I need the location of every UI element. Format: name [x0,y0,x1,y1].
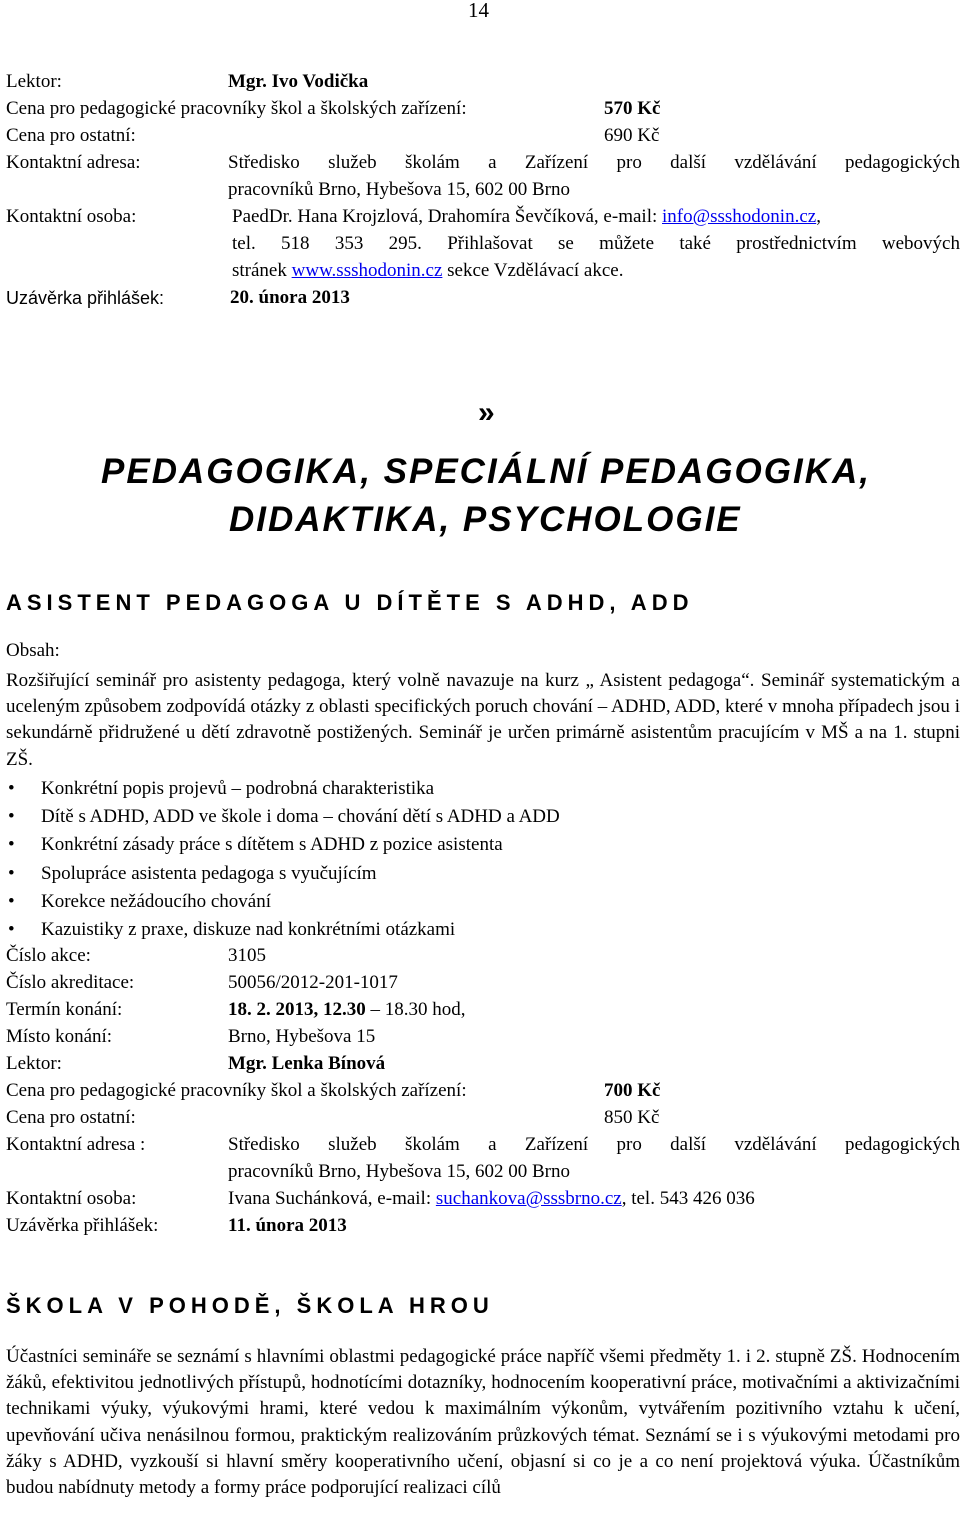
contact-person-line3 [232,258,623,284]
contact-phone: , tel. 543 426 036 [621,1188,755,1209]
contact-address-line1: Středisko služeb školám a Zařízení pro další vzdělávání pedagogických [228,1134,960,1155]
list-item: • Korekce nežádoucího chování [0,888,560,916]
contact-address-line2: pracovníků Brno, Hybešova 15, 602 00 Brno [228,1161,570,1182]
list-item: • Dítě s ADHD, ADD ve škole i doma – chování dětí s ADHD a ADD [0,803,560,831]
contact-person-label: Kontaktní osoba: [6,1188,137,1209]
email-link[interactable]: suchankova@sssbrno.cz [435,1188,622,1209]
web-link[interactable]: www.ssshodonin.cz [291,260,443,281]
contact-person-line2: tel. 518 353 295. Přihlašovat se můžete také prostřednictvím webových [232,233,960,254]
course-title: ŠKOLA V POHODĚ, ŠKOLA HROU [6,1293,494,1318]
price-teachers-label: Cena pro pedagogické pracovníky škol a školských zařízení: [6,1080,467,1101]
lektor-label: Lektor: [6,71,62,92]
contact-person-name: Ivana Suchánková, e-mail: [228,1188,436,1209]
date-value [228,997,466,1023]
section-arrow-icon: » [478,396,495,429]
price-teachers-value: 570 Kč [604,98,661,119]
date-rest: – 18.30 hod, [365,999,466,1020]
content-label: Obsah: [6,640,60,661]
event-number-value: 3105 [228,945,266,966]
contact-address-label: Kontaktní adresa : [6,1134,146,1155]
lecturer-value: Mgr. Lenka Bínová [228,1053,386,1074]
price-others-value: 850 Kč [604,1107,660,1128]
price-teachers-label: Cena pro pedagogické pracovníky škol a školských zařízení: [6,98,467,119]
course-description: Účastníci semináře se seznámí s hlavními oblastmi pedagogické práce napříč všemi předměty 1. i 2. stupně ZŠ. Hodnocením žáků, efektivitou jednotlivých přístupů, hodnotícími dotazníky, hodnocením kooperativní práce, motivačními a aktivizačními technikami výuky, výukovými hrami, které vedou k maximálním výkonům, vytvářením pozitivního vztahu k učení, upevňování učiva nenásilnou formou, praktickým realizováním průzkových témat. Seznámí se i s výukovými metodami pro žáky s ADHD, vyzkouší si hlavní směry kooperativního učení, objasní si co je a co není projektová výuka. Účastníkům budou nabídnuty metody a formy práce podporující realizaci cílů [6,1346,960,1499]
contact-address-line1: Středisko služeb školám a Zařízení pro další vzdělávání pedagogických [228,152,960,173]
deadline-value: 20. února 2013 [230,287,350,308]
section-title-line2: DIDAKTIKA, PSYCHOLOGIE [229,500,742,539]
event-number-label: Číslo akce: [6,945,91,966]
price-others-value: 690 Kč [604,125,660,146]
course-title: ASISTENT PEDAGOGA U DÍTĚTE S ADHD, ADD [6,590,694,615]
list-item: • Kazuistiky z praxe, diskuze nad konkrétními otázkami [0,916,560,944]
price-teachers-value: 700 Kč [604,1080,661,1101]
lecturer-label: Lektor: [6,1053,62,1074]
deadline-label: Uzávěrka přihlášek: [6,288,165,308]
deadline-label: Uzávěrka přihlášek: [6,1215,159,1236]
course-description: Rozšiřující seminář pro asistenty pedagoga, který volně navazuje na kurz „ Asistent pedagoga“. Seminář systematickým a uceleným způsobem zodpovídá otázky z oblasti specifických poruch chování – ADHD, ADD, které v mnoha případech jsou i sekundárně přidružené u dětí zdravotně postižených. Seminář je určen primárně asistentům pracujícím v MŠ a na 1. stupni ZŠ. [6,670,960,770]
contact-person-line1 [232,204,821,230]
venue-label: Místo konání: [6,1026,113,1047]
accreditation-value: 50056/2012-201-1017 [228,972,398,993]
list-item: • Spolupráce asistenta pedagoga s vyučujícím [0,860,560,888]
list-item: • Konkrétní popis projevů – podrobná charakteristika [0,775,560,803]
page-number: 14 [468,0,489,22]
web-prefix: stránek [232,260,292,281]
lektor-value: Mgr. Ivo Vodička [228,71,369,92]
contact-person-comma: , [816,206,821,227]
contact-address-label: Kontaktní adresa: [6,152,141,173]
list-item: • Konkrétní zásady práce s dítětem s ADHD z pozice asistenta [0,831,560,859]
deadline-value: 11. února 2013 [228,1215,347,1236]
contact-person-names: PaedDr. Hana Krojzlová, Drahomíra Ševčíková, e-mail: [232,206,662,227]
date-bold: 18. 2. 2013, 12.30 [228,999,366,1020]
contact-person-label: Kontaktní osoba: [6,206,137,227]
venue-value: Brno, Hybešova 15 [228,1026,376,1047]
contact-address-line2: pracovníků Brno, Hybešova 15, 602 00 Brno [228,179,570,200]
accreditation-label: Číslo akreditace: [6,972,135,993]
date-label: Termín konání: [6,999,123,1020]
price-others-label: Cena pro ostatní: [6,1107,136,1128]
topic-list [0,775,560,944]
section-title-line1: PEDAGOGIKA, SPECIÁLNÍ PEDAGOGIKA, [101,452,871,491]
email-link[interactable]: info@ssshodonin.cz [662,206,817,227]
price-others-label: Cena pro ostatní: [6,125,136,146]
web-suffix: sekce Vzdělávací akce. [442,260,624,281]
contact-person-value [228,1186,755,1212]
